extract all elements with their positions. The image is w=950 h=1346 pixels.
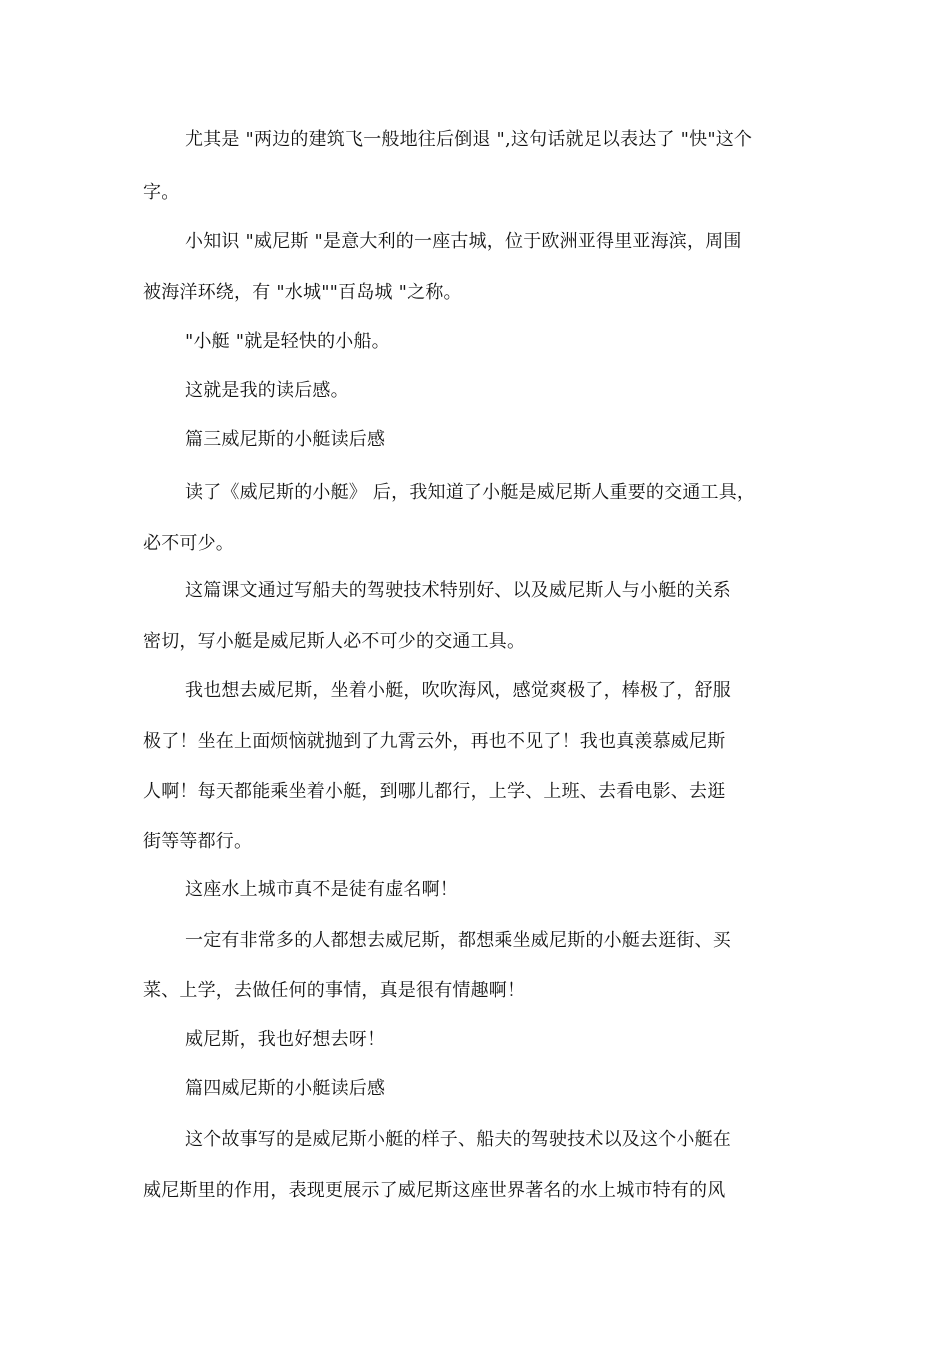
- text-line: 字。: [143, 182, 180, 203]
- text-line: "小艇 "就是轻快的小船。: [185, 331, 390, 352]
- text-line: 这个故事写的是威尼斯小艇的样子、船夫的驾驶技术以及这个小艇在: [185, 1129, 731, 1150]
- text-line: 必不可少。: [143, 533, 234, 554]
- text-line: 尤其是 "两边的建筑飞一般地往后倒退 ",这句话就足以表达了 "快"这个: [185, 129, 753, 150]
- text-line: 这就是我的读后感。: [185, 380, 349, 401]
- text-line: 我也想去威尼斯，坐着小艇，吹吹海风，感觉爽极了，棒极了，舒服: [185, 680, 731, 701]
- text-line: 小知识 "威尼斯 "是意大利的一座古城，位于欧洲亚得里亚海滨，周围: [185, 231, 742, 252]
- text-line: 这篇课文通过写船夫的驾驶技术特别好、以及威尼斯人与小艇的关系: [185, 580, 731, 601]
- text-line: 威尼斯里的作用，表现更展示了威尼斯这座世界著名的水上城市特有的风: [143, 1180, 726, 1201]
- text-line: 一定有非常多的人都想去威尼斯，都想乘坐威尼斯的小艇去逛街、买: [185, 930, 731, 951]
- section-heading: 篇四威尼斯的小艇读后感: [185, 1078, 386, 1099]
- text-line: 被海洋环绕，有 "水城""百岛城 "之称。: [143, 282, 462, 303]
- section-heading: 篇三威尼斯的小艇读后感: [185, 429, 386, 450]
- text-line: 菜、上学，去做任何的事情，真是很有情趣啊！: [143, 980, 526, 1001]
- text-line: 读了《威尼斯的小艇》 后，我知道了小艇是威尼斯人重要的交通工具，: [185, 482, 756, 503]
- text-line: 街等等都行。: [143, 831, 253, 852]
- text-line: 密切，写小艇是威尼斯人必不可少的交通工具。: [143, 631, 526, 652]
- text-line: 威尼斯，我也好想去呀！: [185, 1029, 386, 1050]
- text-line: 极了！坐在上面烦恼就抛到了九霄云外，再也不见了！我也真羡慕威尼斯: [143, 731, 726, 752]
- text-line: 人啊！每天都能乘坐着小艇，到哪儿都行，上学、上班、去看电影、去逛: [143, 781, 726, 802]
- text-line: 这座水上城市真不是徒有虚名啊！: [185, 879, 458, 900]
